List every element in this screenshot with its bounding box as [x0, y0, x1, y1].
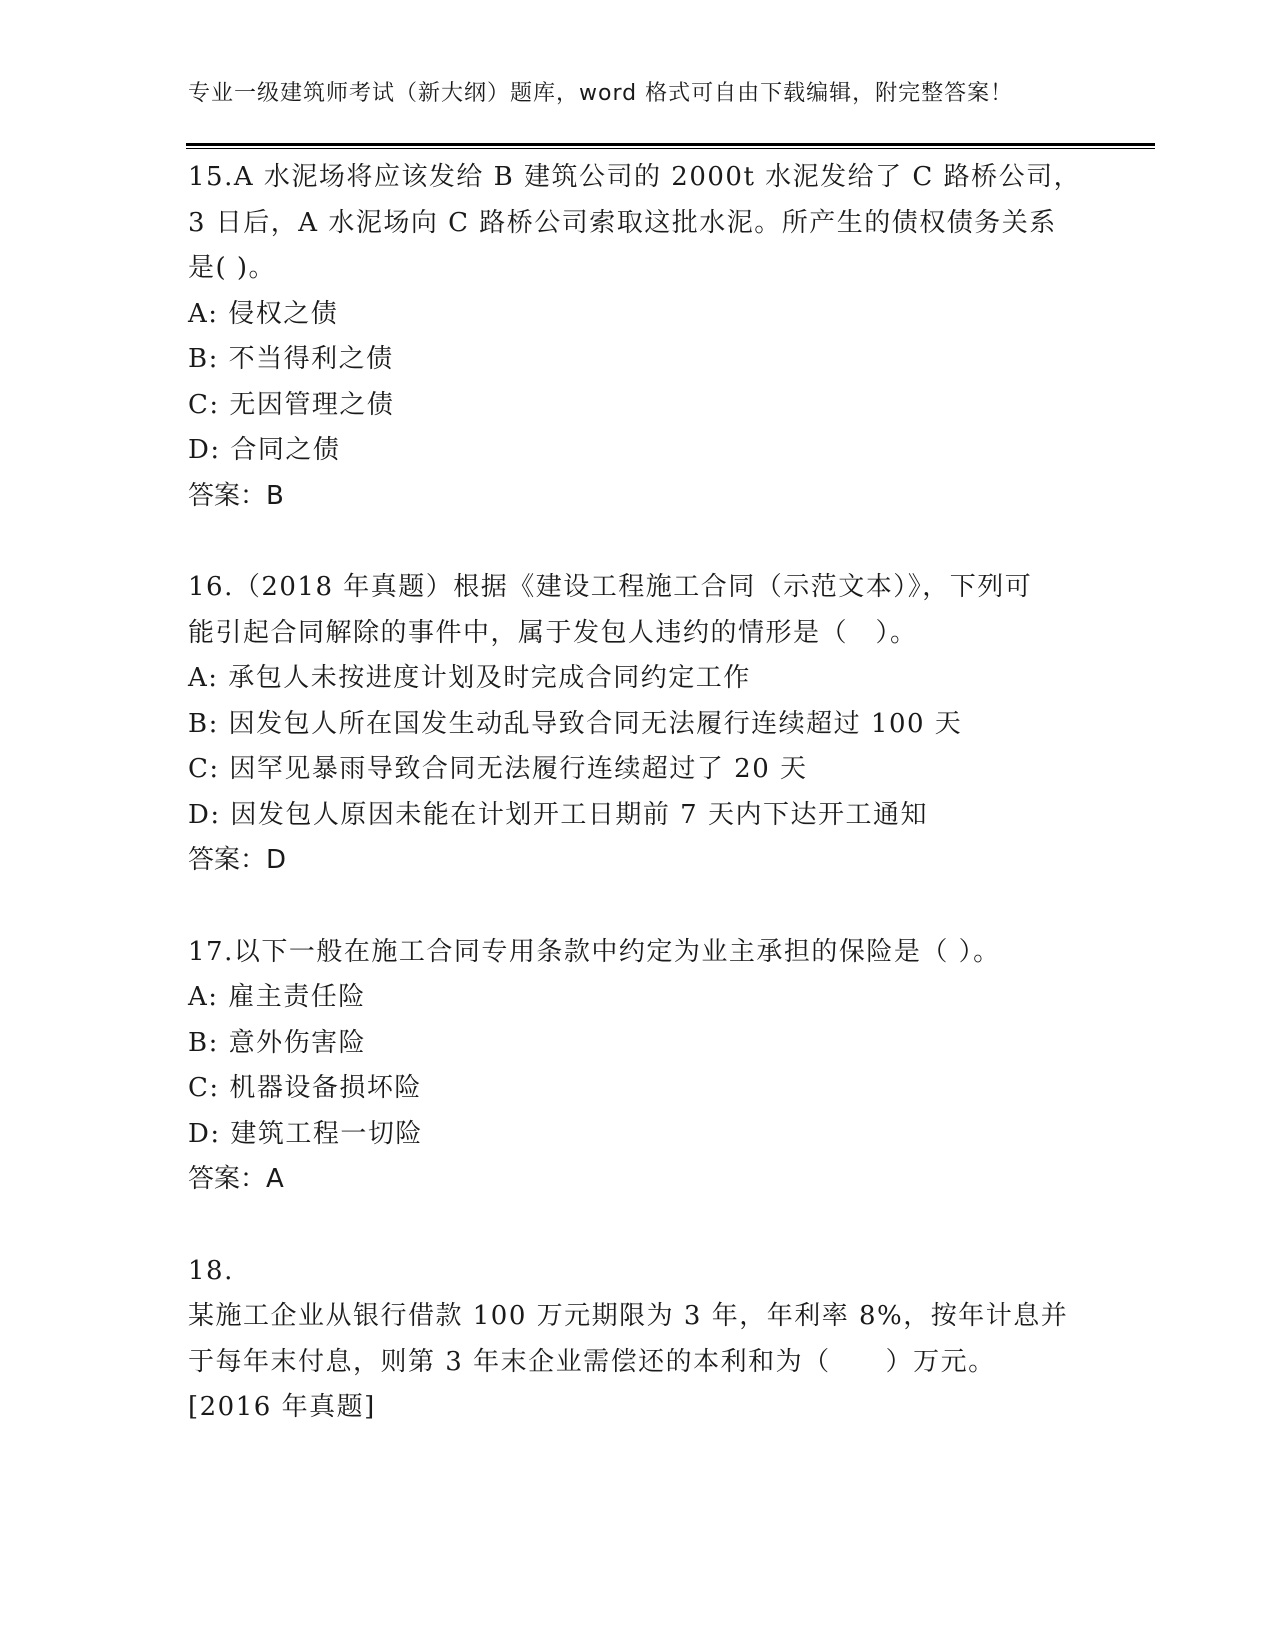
question-stem-line: 3 日后，A 水泥场向 C 路桥公司索取这批水泥。所产生的债权债务关系	[188, 207, 1057, 238]
option-d: D: 合同之债	[188, 435, 341, 465]
answer-line: 答案：D	[188, 845, 287, 875]
option-b: B: 因发包人所在国发生动乱导致合同无法履行连续超过 100 天	[188, 708, 963, 739]
question-stem-line: 16.（2018 年真题）根据《建设工程施工合同（示范文本）》，下列可	[188, 572, 1033, 602]
header-rule-thin	[186, 148, 1155, 149]
option-c: C: 因罕见暴雨导致合同无法履行连续超过了 20 天	[188, 754, 808, 784]
answer-line: 答案：A	[188, 1164, 284, 1194]
option-b: B: 意外伤害险	[188, 1027, 367, 1058]
option-a: A: 雇主责任险	[188, 982, 366, 1012]
question-spacer	[188, 1203, 1088, 1249]
option-c: C: 机器设备损坏险	[188, 1073, 422, 1103]
question-stem-line: 15.A 水泥场将应该发给 B 建筑公司的 2000t 水泥发给了 C 路桥公司，	[188, 162, 1082, 192]
option-c: C: 无因管理之债	[188, 389, 395, 420]
option-d: D: 因发包人原因未能在计划开工日期前 7 天内下达开工通知	[188, 799, 928, 830]
question-stem-line: 某施工企业从银行借款 100 万元期限为 3 年，年利率 8%，按年计息并	[188, 1301, 1069, 1331]
answer-line: 答案：B	[188, 480, 284, 511]
option-a: A: 承包人未按进度计划及时完成合同约定工作	[188, 663, 751, 693]
question-18	[188, 1249, 1088, 1431]
page-header: 专业一级建筑师考试（新大纲）题库，word 格式可自由下载编辑，附完整答案！	[188, 81, 1014, 106]
header-rule-thick	[186, 143, 1155, 146]
question-stem-line: 17.以下一般在施工合同专用条款中约定为业主承担的保险是（ ）。	[188, 936, 1001, 967]
question-15	[188, 155, 1088, 519]
question-spacer	[188, 519, 1088, 565]
question-stem-line: [2016 年真题]	[188, 1392, 376, 1422]
option-b: B: 不当得利之债	[188, 344, 394, 374]
question-stem-line: 18.	[188, 1255, 234, 1286]
question-list	[188, 155, 1088, 1431]
question-16	[188, 565, 1088, 884]
question-stem-line: 于每年末付息，则第 3 年末企业需偿还的本利和为（ ）万元。	[188, 1346, 996, 1377]
question-17	[188, 930, 1088, 1203]
question-spacer	[188, 884, 1088, 930]
option-d: D: 建筑工程一切险	[188, 1118, 423, 1149]
option-a: A: 侵权之债	[188, 298, 339, 329]
question-stem-line: 能引起合同解除的事件中，属于发包人违约的情形是（ ）。	[188, 617, 918, 648]
question-stem-line: 是( )。	[188, 253, 277, 283]
